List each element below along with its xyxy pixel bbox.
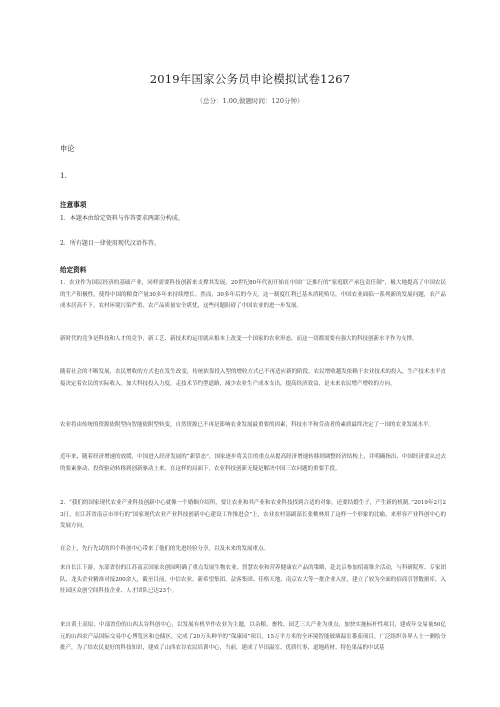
material-paragraph: 来自黄土高原、中部省份的山西太谷科创中心，以发展有机旱作农业为主题，以杂粮、畜牧、园艺三大产业为重点，加快实施标杆性项目，建成年交易量50亿元的山西农产品国际交易中心博览区和仓储区，完成了20万头种羊的“保康园”项目，15万平方米的全环境智能玻璃温室番茄项目，广泛组织各界人士一测绘分批产，为了给农民更好的科技知识，建成了山西农谷农民培训中心，当前，建成了早田温室、优质红枣、道地药材、特色果品的中试基 xyxy=(60,622,446,651)
material-paragraph: 近年来，随着经济增速的放缓，中国进入经济发展的“新常态”，国家逐步将关注的重点从提高经济增速转移到调整经济结构上，并明确指出，中国经济要从过去的要素驱动、投资驱动转移到创新驱动上来。在这样的局面下，农业科技创新无疑是解决中国三农问题的重要手段。 xyxy=(60,454,446,472)
notes-heading: 注意事项 xyxy=(60,201,87,209)
material-paragraph: 随着社会的不断发展，农民增收的方式也在发生改变，传统依靠投入型的增收方式已不再适应新的阶段，农民增收越发依赖于农业技术的投入，生产技术水平直接决定着农民的实际收入。加大科技投入力度，走技术节约型道路，减少农业生产成本支出，提高经济效益，是未来农民增产增收的方向。 xyxy=(60,369,446,387)
note-item: 2．所有题目一律使用现代汉语作答。 xyxy=(60,240,160,247)
note-item: 1．本题本由给定资料与作答要求两部分构成。 xyxy=(60,215,184,222)
exam-meta: （总分：1.00,做题时间：120分钟） xyxy=(196,97,304,105)
material-paragraph: 1．农业作为国民经济的基础产业，同样需要科技创新来支撑其发展。20世纪80年代初开始在中国广泛推行的“家庭联产承包责任制”，极大地提高了中国农民的生产积极性，使得中国的粮食产量30多年来持续增长。然而，30多年后的今天，这一制度红利已基本消耗殆尽，中国农业面临一系列新的发展问题，农产品成本居高不下、农村环境污染严重、农产品质量安全堪忧，这些问题阻碍了中国农业的进一步发展。 xyxy=(60,280,446,309)
question-number: 1. xyxy=(60,171,67,180)
material-paragraph: 在会上，先行先试的四个科创中心带来了他们的先进经验分享，以及未来的发展重点。 xyxy=(60,546,270,552)
material-paragraph: 来自长江下游，东部省份的江苏南京国家农创园明确了重点发展生物农业、智慧农业和营养健康农产品的策略，赴北京参加招商推介活动，与科研院所、专家团队、龙头企业精准对接200余人，截至目前，中信农业、新希望集团、益客集团、佳格天地、南京农大等一批企业入驻，建立了较为全面的招商引智数据库，入驻园区众创空间科技企业、人才团队已达23个。 xyxy=(60,565,446,594)
material-paragraph: 2．“我们的国家现代农业产业科技创新中心就像一个婚姻介绍所，要让农业和其产业和农业科技找到合适的对象，还要结婚生子，产生新的机制。”2019年2月23日，在江苏省南京市举行的“国家现代农业产业科技创新中心建设工作推进会”上，农业农村部副部长张桃林用了这样一个形象的比喻，来形容产业科创中心的发展方向。 xyxy=(60,500,446,529)
material-paragraph: 新时代的竞争是科技和人才的竞争，新工艺、新技术的运用就从根本上改变一个国家的农业形态，而这一切都需要有强大的科技创新水平作为支撑。 xyxy=(60,336,418,342)
materials-heading: 给定资料 xyxy=(60,266,87,274)
material-paragraph: 农业将由传统的资源依附型向智能依附型转变，自然资源已不再是影响农业发展最重要的因素，科技水平和劳动者的素质最终决定了一国的农业发展水平。 xyxy=(60,422,435,428)
document-title: 2019年国家公务员申论模拟试卷1267 xyxy=(149,72,351,86)
section-heading: 申论 xyxy=(60,144,75,153)
